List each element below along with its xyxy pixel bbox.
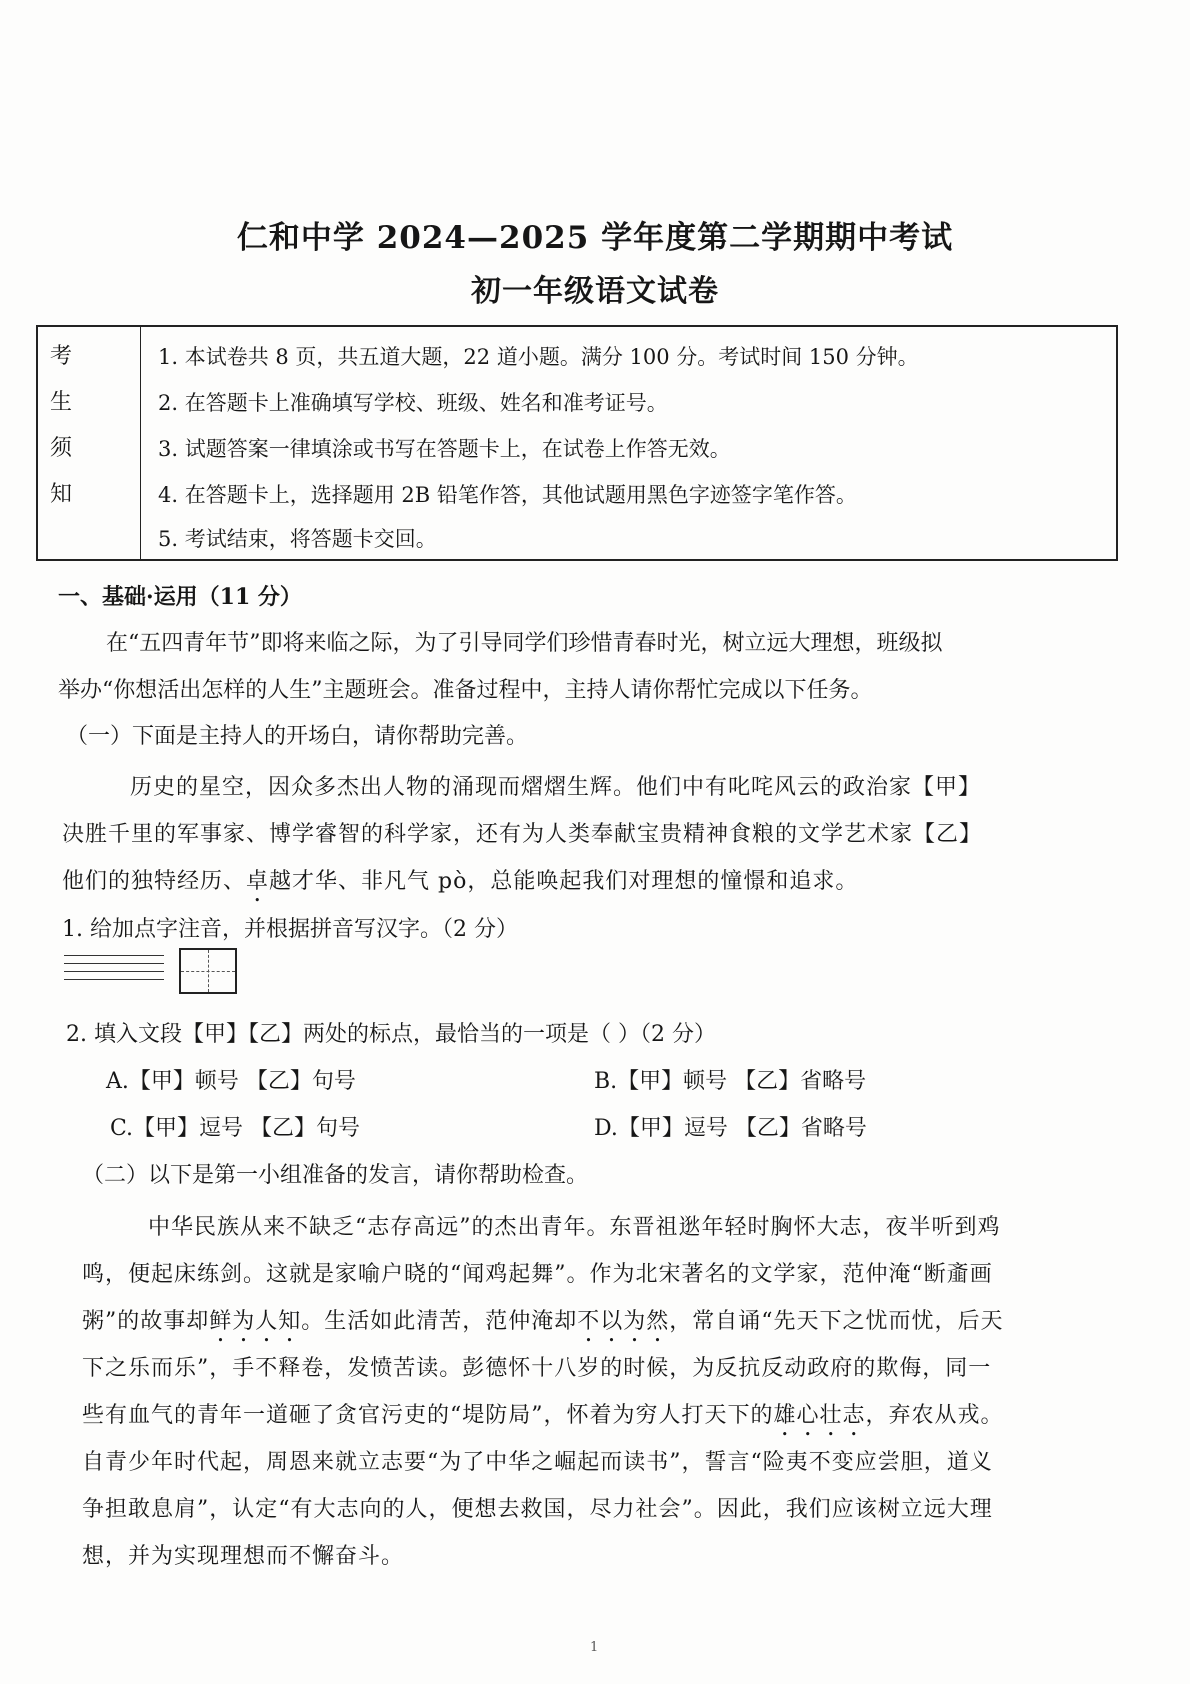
passage-text: 些有血气的青年一道砸了贪官污吏的“堤防局”，怀着为穷人打天下的 [82, 1403, 774, 1428]
question-2: 2. 填入文段【甲】【乙】两处的标点，最恰当的一项是（ ）（2 分） [66, 1022, 716, 1047]
passage-line: 争担敢息肩”，认定“有大志向的人，便想去救国，尽力社会”。因此，我们应该树立远大理 [82, 1497, 993, 1522]
dotted-phrase: 雄心壮志 [773, 1403, 866, 1428]
notice-item: 4. 在答题卡上，选择题用 2B 铅笔作答，其他试题用黑色字迹签字笔作答。 [158, 483, 857, 507]
passage-text: 越才华、非凡气 pò，总能唤起我们对理想的憧憬和追求。 [269, 869, 859, 894]
option-b: B.【甲】顿号 【乙】省略号 [594, 1069, 867, 1094]
passage-line: 想，并为实现理想而不懈奋斗。 [82, 1544, 405, 1569]
option-c: C.【甲】逗号 【乙】句号 [110, 1116, 361, 1141]
passage-line [82, 1398, 1004, 1441]
passage-text: ，弃农从戎。 [865, 1403, 1004, 1428]
passage-line: 历史的星空，因众多杰出人物的涌现而熠熠生辉。他们中有叱咤风云的政治家【甲】 [130, 775, 982, 800]
notice-box [36, 325, 1118, 561]
notice-side-char: 考 [50, 344, 73, 369]
passage-text: 他们的独特经历、 [62, 869, 247, 894]
exam-subtitle: 初一年级语文试卷 [471, 274, 719, 309]
dotted-char: 卓 [246, 869, 270, 894]
notice-item: 5. 考试结束，将答题卡交回。 [158, 527, 437, 551]
passage-line: 鸣，便起床练剑。这就是家喻户晓的“闻鸡起舞”。作为北宋著名的文学家，范仲淹“断齑画 [82, 1262, 993, 1287]
passage-line: 自青少年时代起，周恩来就立志要“为了中华之崛起而读书”，誓言“险夷不变应尝胆，道义 [82, 1450, 993, 1475]
exam-title: 仁和中学 2024—2025 学年度第二学期期中考试 [236, 220, 954, 256]
passage-line [62, 864, 858, 907]
notice-side-char: 知 [50, 482, 73, 507]
passage-text: 。生活如此清苦，范仲淹却 [301, 1309, 578, 1334]
passage-line: 决胜千里的军事家、博学睿智的科学家，还有为人类奉献宝贵精神食粮的文学艺术家【乙】 [62, 822, 983, 847]
character-grid-box [179, 948, 237, 994]
intro-line: 在“五四青年节”即将来临之际，为了引导同学们珍惜青春时光，树立远大理想，班级拟 [106, 631, 943, 656]
notice-side-char: 生 [50, 390, 73, 415]
pinyin-answer-lines [64, 955, 164, 991]
option-a: A.【甲】顿号 【乙】句号 [106, 1069, 356, 1094]
passage-text: 粥”的故事却 [82, 1309, 210, 1334]
part-heading: （一）下面是主持人的开场白，请你帮助完善。 [66, 724, 529, 749]
dotted-phrase: 鲜为人知 [209, 1309, 302, 1334]
intro-line: 举办“你想活出怎样的人生”主题班会。准备过程中，主持人请你帮忙完成以下任务。 [58, 678, 873, 703]
question-1: 1. 给加点字注音，并根据拼音写汉字。（2 分） [62, 917, 518, 942]
passage-line: 下之乐而乐”，手不释卷，发愤苦读。彭德怀十八岁的时候，为反抗反动政府的欺侮，同一 [82, 1356, 992, 1381]
dotted-phrase: 不以为然 [577, 1309, 670, 1334]
notice-item: 3. 试题答案一律填涂或书写在答题卡上，在试卷上作答无效。 [158, 437, 731, 461]
passage-line: 中华民族从来不缺乏“志存高远”的杰出青年。东晋祖逖年轻时胸怀大志，夜半听到鸡 [148, 1215, 1001, 1240]
notice-item: 1. 本试卷共 8 页，共五道大题，22 道小题。满分 100 分。考试时间 150 分钟。 [158, 345, 919, 369]
section-heading: 一、基础·运用（11 分） [58, 584, 302, 610]
notice-item: 2. 在答题卡上准确填写学校、班级、姓名和准考证号。 [158, 391, 668, 415]
passage-line [82, 1304, 1004, 1347]
option-d: D.【甲】逗号 【乙】省略号 [594, 1116, 867, 1141]
notice-separator [140, 327, 141, 559]
page-number: 1 [590, 1640, 599, 1655]
passage-text: ，常自诵“先天下之忧而忧，后天 [669, 1309, 1004, 1334]
notice-side-char: 须 [50, 436, 73, 461]
part-heading: （二）以下是第一小组准备的发言，请你帮助检查。 [82, 1163, 589, 1188]
